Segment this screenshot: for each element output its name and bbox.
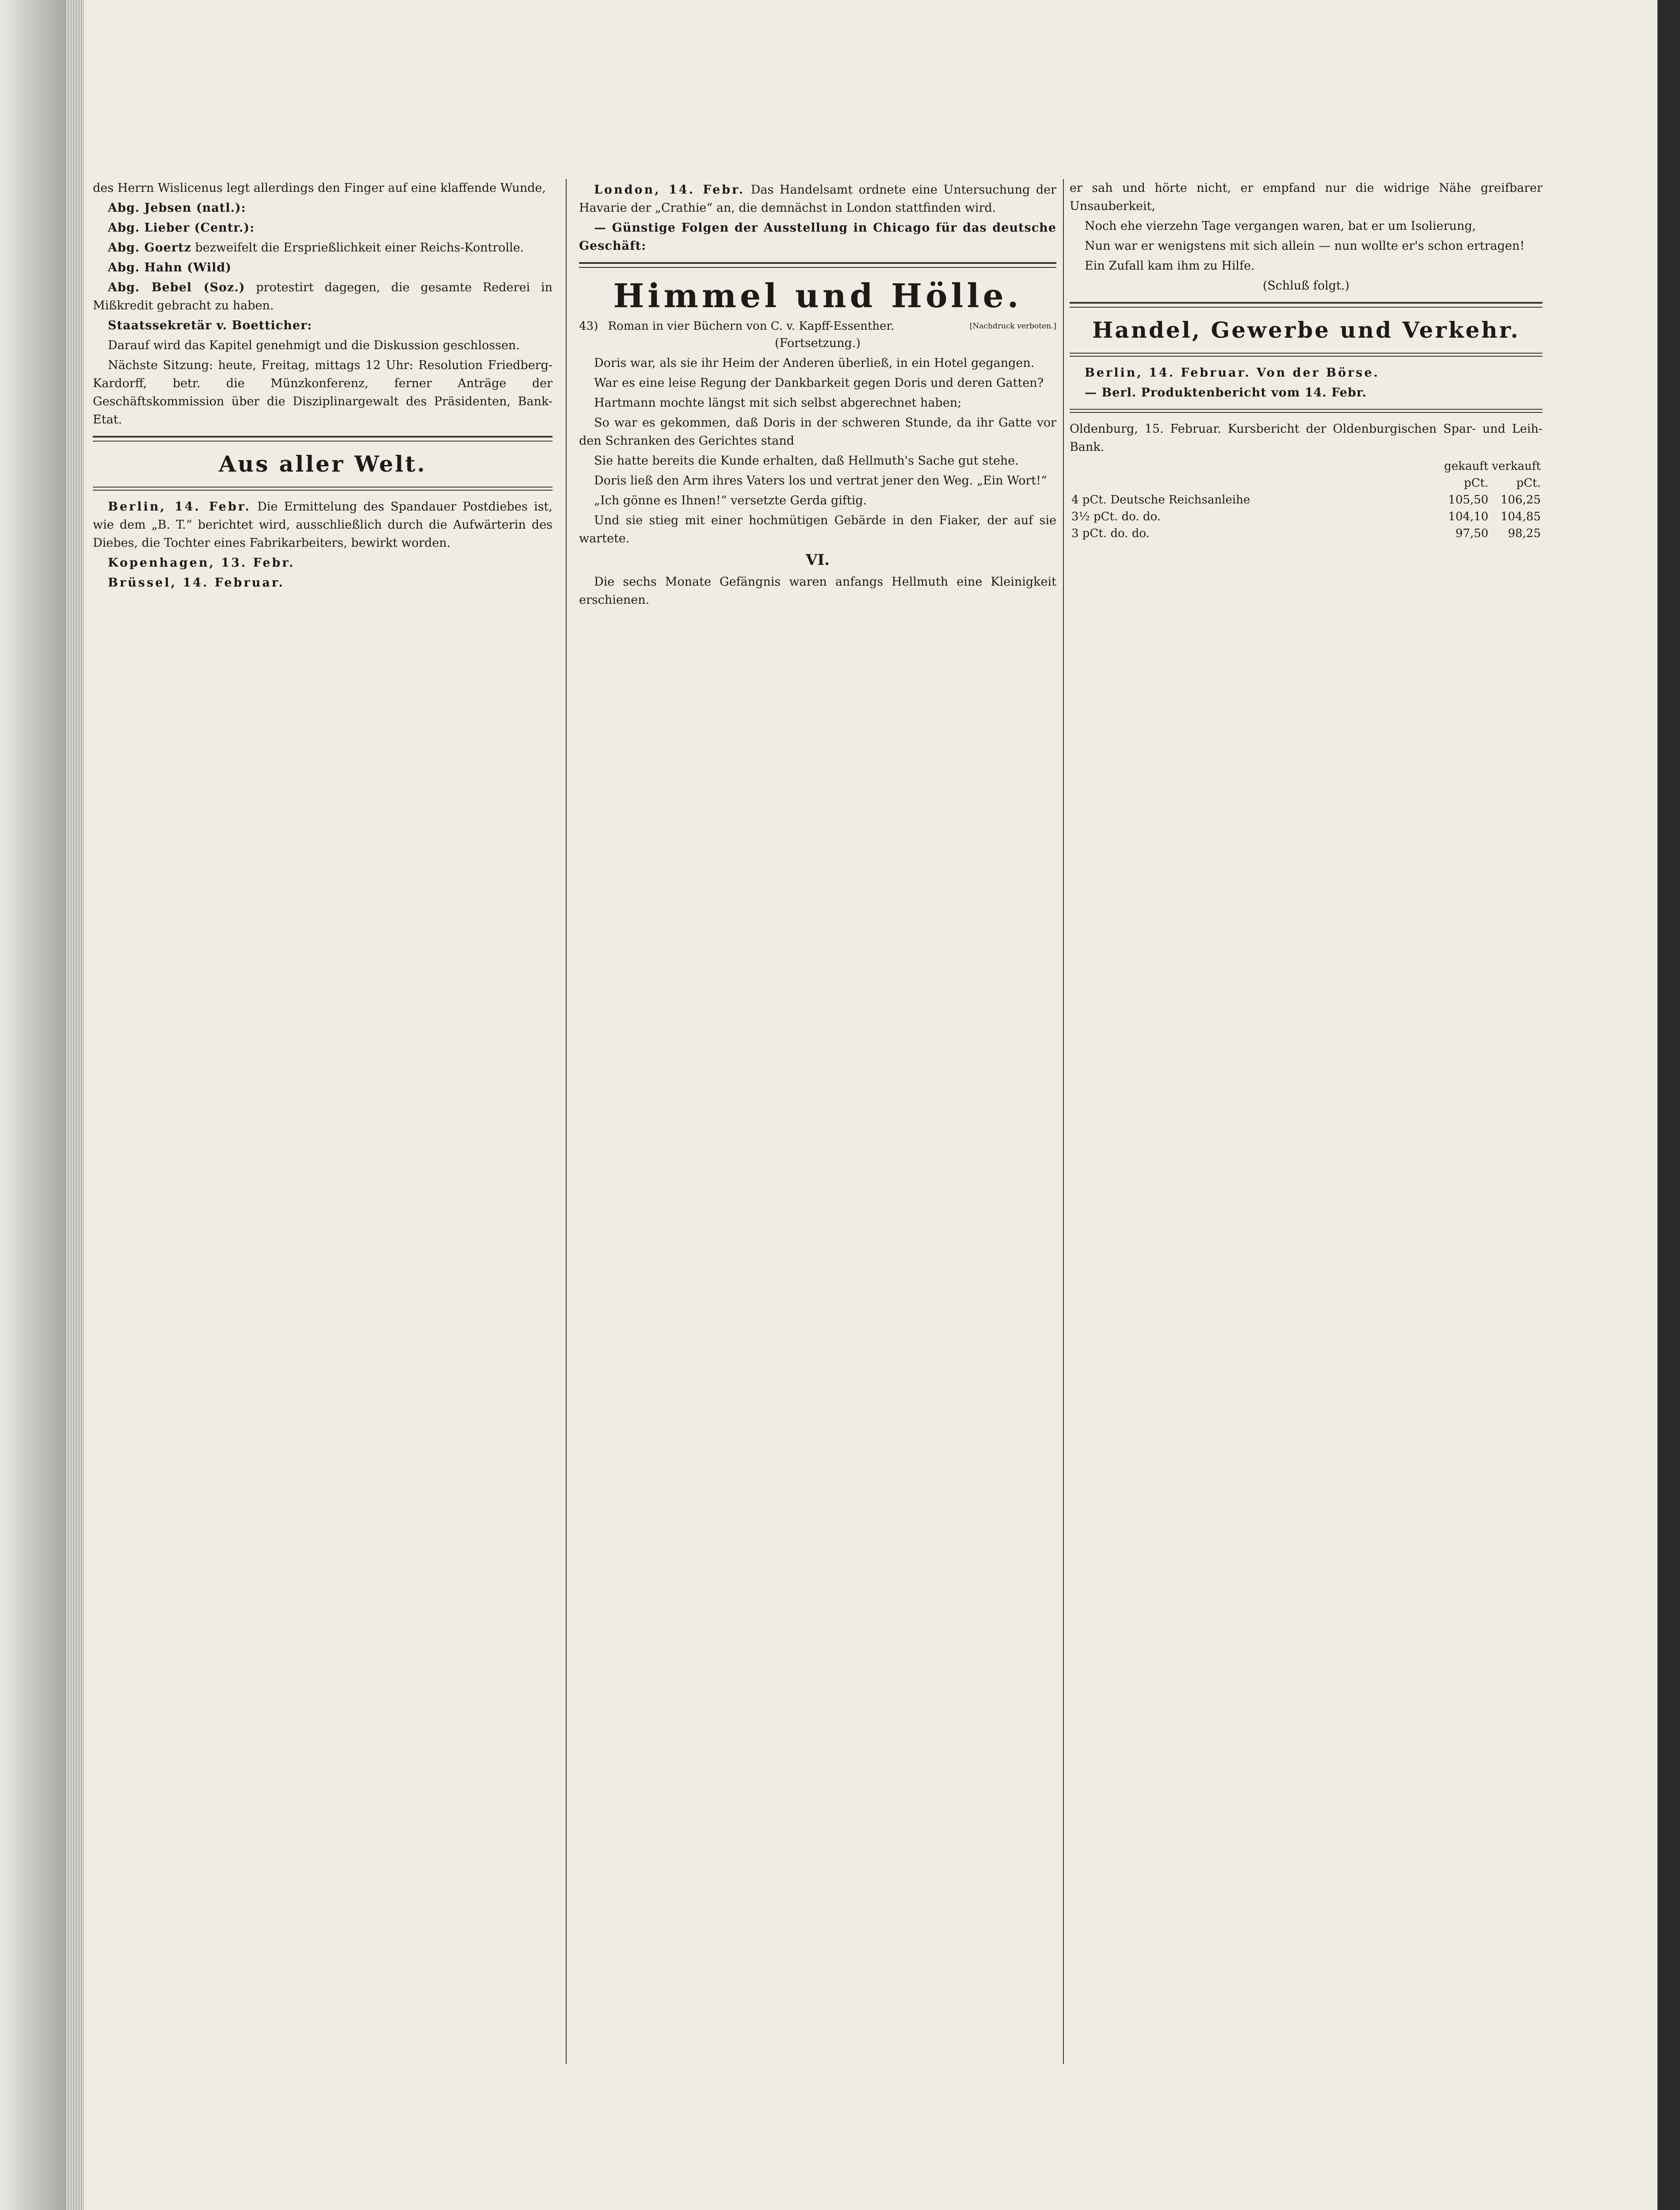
debate-paragraph: Nächste Sitzung: heute, Freitag, mittags 12 Uhr: Resolution Friedberg-Kardorff, betr. die Münzkonferenz, ferner Anträge der Geschäftskommission über die Disziplinargewalt des Präsidenten, Bank-Etat. [93, 358, 552, 427]
section-title: Aus aller Welt. [218, 451, 427, 477]
rates-table [1070, 458, 1543, 542]
novel-byline [579, 318, 1056, 334]
novel-paragraph: Noch ehe vierzehn Tage vergangen waren, bat er um Isolierung, [1085, 219, 1476, 233]
rate-verkauft: 98,25 [1508, 527, 1541, 540]
news-item: — Günstige Folgen der Ausstellung in Chicago für das deutsche Geschäft: [579, 221, 1056, 253]
section-divider [93, 436, 552, 442]
novel-paragraph: Ein Zufall kam ihm zu Hilfe. [1085, 259, 1255, 273]
news-item: Brüssel, 14. Februar. [108, 576, 285, 590]
table-row [1070, 525, 1543, 542]
installment-number: 43) [579, 320, 598, 333]
news-item: Berlin, 14. Febr. Die Ermittelung des Spandauer Postdiebes ist, wie dem „B. T.“ berichtet wird, ausschließlich durch die Aufwärterin des Diebes, die Tochter eines Fabrikarbeiters, bewirkt worden. [93, 500, 552, 550]
column-header-verkauft: verkauft [1492, 460, 1541, 473]
serial-novel-continued [1070, 179, 1543, 295]
novel-paragraph: „Ich gönne es Ihnen!“ versetzte Gerda giftig. [594, 494, 867, 507]
unit-label: pCt. [1464, 476, 1489, 490]
debate-paragraph: Staatssekretär v. Boetticher: [108, 319, 312, 332]
section-title: Handel, Gewerbe und Verkehr. [1092, 317, 1520, 343]
rate-gekauft: 105,50 [1448, 493, 1489, 507]
serial-novel [579, 275, 1056, 609]
column-3 [1070, 179, 1543, 2064]
news-continued [579, 181, 1056, 255]
news-item: London, 14. Febr. Das Handelsamt ordnete eine Untersuchung der Havarie der „Crathie“ an, die demnächst in London stattfinden wird. [579, 183, 1056, 215]
security-name: 3 pCt. do. do. [1071, 527, 1150, 540]
novel-paragraph: Und sie stieg mit einer hochmütigen Gebärde in den Fiaker, der auf sie wartete. [579, 514, 1056, 545]
bank-rate-report [1070, 420, 1543, 542]
table-header-row [1070, 458, 1543, 475]
page-stack-edge [66, 0, 84, 2210]
reichstag-debate [93, 179, 552, 429]
rate-verkauft: 106,25 [1501, 493, 1541, 507]
debate-paragraph: Abg. Hahn (Wild) [108, 261, 232, 274]
novel-paragraph: Doris war, als sie ihr Heim der Anderen überließ, in ein Hotel gegangen. [594, 356, 1035, 370]
column-rule [566, 179, 567, 2064]
rate-gekauft: 97,50 [1455, 527, 1489, 540]
table-row [1070, 508, 1543, 525]
section-divider [579, 262, 1056, 268]
scan-margin [1657, 0, 1680, 2210]
column-header-gekauft: gekauft [1444, 460, 1489, 473]
section-divider [93, 487, 552, 491]
novel-paragraph: Die sechs Monate Gefängnis waren anfangs Hellmuth eine Kleinigkeit erschienen. [579, 575, 1056, 607]
unit-label: pCt. [1516, 476, 1541, 490]
rates-heading: Oldenburg, 15. Februar. Kursbericht der Oldenburgischen Spar- und Leih-Bank. [1070, 422, 1543, 454]
debate-paragraph: des Herrn Wislicenus legt allerdings den Finger auf eine klaffende Wunde, [93, 181, 546, 195]
market-reports [1070, 364, 1543, 402]
debate-paragraph: Darauf wird das Kapitel genehmigt und die Diskussion geschlossen. [108, 339, 520, 352]
section-divider [1070, 302, 1543, 308]
novel-title: Himmel und Hölle. [613, 277, 1022, 315]
news-section [93, 498, 552, 592]
novel-paragraph: er sah und hörte nicht, er empfand nur die widrige Nähe greifbarer Unsauberkeit, [1070, 181, 1543, 213]
novel-paragraph: Sie hatte bereits die Kunde erhalten, daß Hellmuth's Sache gut stehe. [594, 454, 1019, 468]
section-divider [1070, 353, 1543, 357]
market-item: Berlin, 14. Februar. Von der Börse. [1085, 366, 1380, 380]
section-divider [1070, 409, 1543, 413]
security-name: 4 pCt. Deutsche Reichsanleihe [1071, 493, 1250, 507]
novel-paragraph: So war es gekommen, daß Doris in der schweren Stunde, da ihr Gatte vor den Schranken des Gerichtes stand [579, 416, 1056, 448]
rate-verkauft: 104,85 [1501, 510, 1541, 523]
debate-paragraph: Abg. Lieber (Centr.): [108, 221, 255, 235]
book-binding [0, 0, 66, 2210]
debate-paragraph: Abg. Goertz bezweifelt die Ersprießlichkeit einer Reichs-Kontrolle. [108, 241, 524, 255]
novel-paragraph: War es eine leise Regung der Dankbarkeit gegen Doris und deren Gatten? [594, 376, 1044, 390]
news-item: Kopenhagen, 13. Febr. [108, 556, 295, 570]
to-be-continued: (Schluß folgt.) [1262, 279, 1350, 293]
market-item: — Berl. Produktenbericht vom 14. Febr. [1085, 386, 1367, 400]
novel-author-line: Roman in vier Büchern von C. v. Kapff-Essenther. [608, 320, 895, 333]
security-name: 3½ pCt. do. do. [1071, 510, 1161, 523]
novel-paragraph: Nun war er wenigstens mit sich allein — nun wollte er's schon ertragen! [1085, 239, 1525, 253]
novel-paragraph: Hartmann mochte längst mit sich selbst abgerechnet haben; [594, 396, 962, 410]
table-row [1070, 492, 1543, 508]
novel-paragraph: Doris ließ den Arm ihres Vaters los und vertrat jener den Weg. „Ein Wort!“ [594, 474, 1047, 488]
column-1 [93, 179, 552, 2064]
chapter-number: VI. [805, 551, 830, 569]
column-rule [1063, 179, 1064, 2064]
table-unit-row [1070, 475, 1543, 492]
column-2 [579, 179, 1056, 2064]
debate-paragraph: Abg. Jebsen (natl.): [108, 201, 246, 215]
continued-marker: (Fortsetzung.) [775, 336, 861, 350]
debate-paragraph: Abg. Bebel (Soz.) protestirt dagegen, die gesamte Rederei in Mißkredit gebracht zu haben. [93, 281, 552, 312]
rate-gekauft: 104,10 [1448, 510, 1489, 523]
reprint-notice: [Nachdruck verboten.] [969, 322, 1056, 331]
